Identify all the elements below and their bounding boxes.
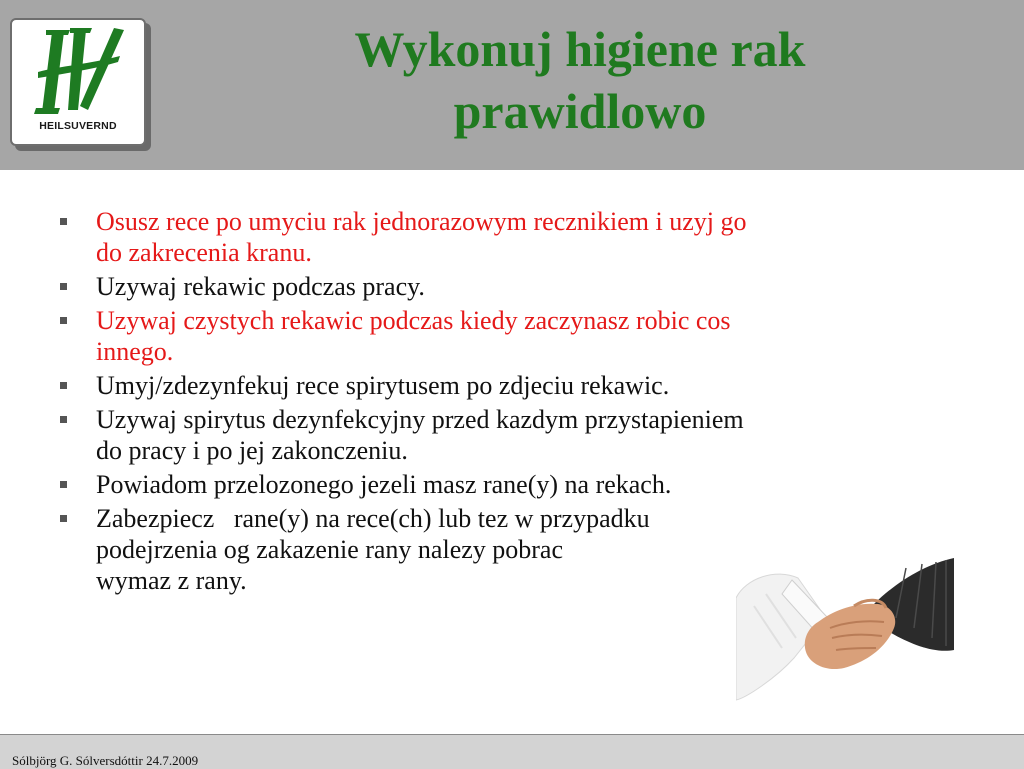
title-line-1: Wykonuj higiene rak xyxy=(354,21,806,77)
square-bullet-icon xyxy=(60,416,67,423)
bullet-text-line: Osusz rece po umyciu rak jednorazowym recznikiem i uzyj go xyxy=(96,207,747,236)
bullet-text-line: innego. xyxy=(96,337,174,366)
page-title xyxy=(270,18,890,142)
square-bullet-icon xyxy=(60,515,67,522)
bullet-item xyxy=(60,469,960,500)
bullet-text-line: Zabezpiecz rane(y) na rece(ch) lub tez w przypadku xyxy=(96,504,650,533)
bullet-text-line: Umyj/zdezynfekuj rece spirytusem po zdjeciu rekawic. xyxy=(96,371,670,400)
bullet-item xyxy=(60,305,960,367)
bullet-item xyxy=(60,370,960,401)
bullet-text-line: Powiadom przelozonego jezeli masz rane(y) na rekach. xyxy=(96,470,672,499)
bullet-item xyxy=(60,206,960,268)
bullet-item xyxy=(60,271,960,302)
logo-label: HEILSUVERND xyxy=(39,120,117,132)
bullet-text-line: do pracy i po jej zakonczeniu. xyxy=(96,436,408,465)
bullet-text-line: Uzywaj rekawic podczas pracy. xyxy=(96,272,425,301)
square-bullet-icon xyxy=(60,317,67,324)
bullet-text-line: Uzywaj spirytus dezynfekcyjny przed kazdym przystapieniem xyxy=(96,405,744,434)
header-band xyxy=(0,0,1024,170)
bullet-text-line: wymaz z rany. xyxy=(96,566,247,595)
heilsuvernd-logo xyxy=(10,18,146,146)
bullet-text-line: podejrzenia og zakazenie rany nalezy pobrac xyxy=(96,535,564,564)
square-bullet-icon xyxy=(60,283,67,290)
square-bullet-icon xyxy=(60,218,67,225)
hv-monogram-icon xyxy=(30,26,126,118)
footer-bar xyxy=(0,734,1024,769)
square-bullet-icon xyxy=(60,481,67,488)
bullet-text-line: Uzywaj czystych rekawic podczas kiedy zaczynasz robic cos xyxy=(96,306,731,335)
footer-author-date: Sólbjörg G. Sólversdóttir 24.7.2009 xyxy=(12,753,199,768)
square-bullet-icon xyxy=(60,382,67,389)
handshake-photo-icon xyxy=(736,558,954,710)
bullet-text-line: do zakrecenia kranu. xyxy=(96,238,312,267)
title-line-2: prawidlowo xyxy=(453,83,707,139)
bullet-item xyxy=(60,404,960,466)
bullet-list xyxy=(60,206,960,599)
